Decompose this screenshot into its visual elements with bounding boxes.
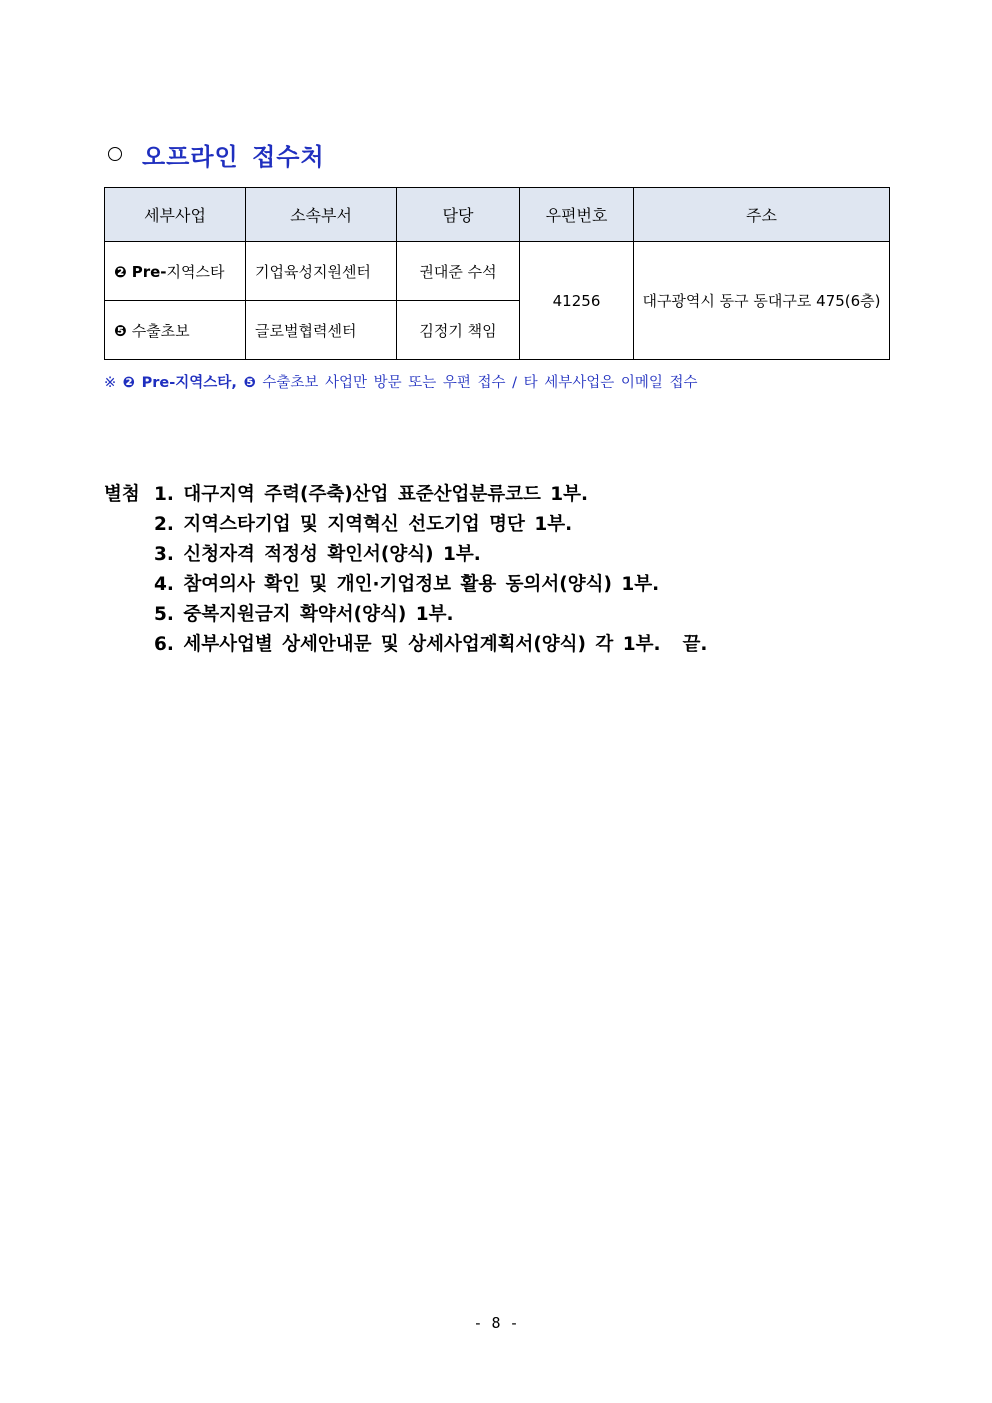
list-item	[104, 630, 707, 660]
attachment-item: 1. 대구지역 주력(주축)산업 표준산업분류코드 1부.	[154, 484, 589, 505]
attachment-item: 4. 참여의사 확인 및 개인·기업정보 활용 동의서(양식) 1부.	[154, 574, 660, 595]
section-title: 오프라인 접수처	[142, 141, 325, 171]
program-cell	[105, 242, 246, 301]
circle-bullet-icon	[108, 147, 122, 161]
list-item	[104, 540, 707, 570]
attachments-list	[104, 480, 707, 660]
header-department: 소속부서	[246, 188, 397, 242]
manager-cell: 권대준 수석	[397, 242, 520, 301]
list-item	[104, 600, 707, 630]
section-heading	[108, 136, 325, 172]
number-badge-icon: ❷	[114, 262, 127, 281]
header-address: 주소	[634, 188, 890, 242]
manager-cell: 김정기 책임	[397, 301, 520, 360]
table-row	[105, 242, 890, 301]
attachment-item: 6. 세부사업별 상세안내문 및 상세사업계획서(양식) 각 1부.	[154, 634, 661, 655]
attachments-label: 별첨	[104, 484, 140, 505]
table-note	[104, 371, 698, 392]
program-name: 수출초보	[131, 321, 190, 340]
address-cell: 대구광역시 동구 동대구로 475(6층)	[634, 242, 890, 360]
list-item	[104, 570, 707, 600]
note-number-2: ❺	[243, 375, 256, 391]
attachment-item: 3. 신청자격 적정성 확인서(양식) 1부.	[154, 544, 481, 565]
attachment-item: 2. 지역스타기업 및 지역혁신 선도기업 명단 1부.	[154, 514, 573, 535]
reference-mark: ※	[104, 375, 117, 391]
page-number: - 8 -	[473, 1314, 519, 1332]
note-text: 수출초보 사업만 방문 또는 우편 접수 / 타 세부사업은 이메일 접수	[262, 375, 698, 391]
list-item	[104, 510, 707, 540]
table-header-row	[105, 188, 890, 242]
header-manager: 담당	[397, 188, 520, 242]
note-program-1: Pre-지역스타,	[141, 375, 237, 391]
postal-cell: 41256	[520, 242, 634, 360]
header-postal: 우편번호	[520, 188, 634, 242]
end-mark: 끝.	[682, 634, 708, 655]
note-number-1: ❷	[122, 375, 136, 391]
attachment-item: 5. 중복지원금지 확약서(양식) 1부.	[154, 604, 454, 625]
number-badge-icon: ❺	[114, 321, 127, 340]
offline-contact-table	[104, 187, 890, 360]
list-item	[104, 480, 707, 510]
program-name: 지역스타	[166, 262, 225, 281]
department-cell: 글로벌협력센터	[246, 301, 397, 360]
program-cell	[105, 301, 246, 360]
header-program: 세부사업	[105, 188, 246, 242]
department-cell: 기업육성지원센터	[246, 242, 397, 301]
program-prefix: Pre-	[131, 262, 167, 281]
